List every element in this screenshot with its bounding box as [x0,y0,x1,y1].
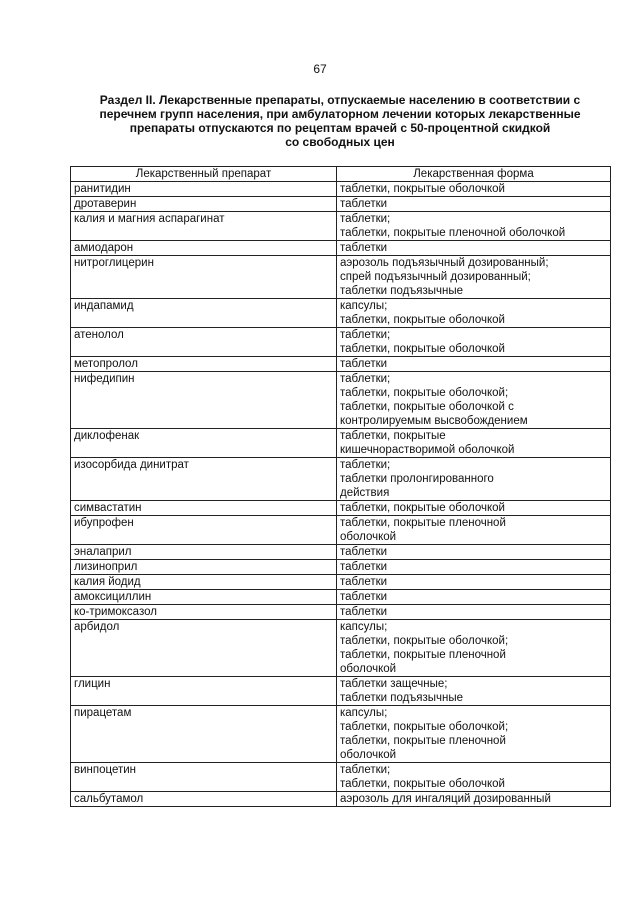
section-title [70,93,610,149]
dosage-form-cell [337,429,611,458]
table-body [71,182,611,807]
dosage-form-cell [337,372,611,429]
dosage-form-line: таблетки; [340,764,391,776]
column-header-drug: Лекарственный препарат [71,167,337,182]
drug-name-cell: индапамид [71,299,337,328]
table-row [71,299,611,328]
table-row [71,706,611,763]
dosage-form-cell [337,241,611,256]
dosage-form-line: кишечнорастворимой оболочкой [340,444,515,456]
dosage-form-line: таблетки, покрытые оболочкой [340,343,505,355]
dosage-form-line: таблетки [340,561,388,573]
table-header-row [71,167,611,182]
dosage-form-line: таблетки; [340,329,391,341]
dosage-form-cell [337,458,611,501]
dosage-form-cell [337,605,611,620]
dosage-form-cell [337,182,611,197]
dosage-form-line: таблетки, покрытые оболочкой с [340,401,514,413]
dosage-form-line: оболочкой [340,749,397,761]
dosage-form-line: таблетки, покрытые пленочной [340,649,506,661]
dosage-form-cell [337,620,611,677]
table-row [71,212,611,241]
table-row [71,197,611,212]
dosage-form-cell [337,677,611,706]
dosage-form-line: таблетки; [340,459,391,471]
dosage-form-cell [337,501,611,516]
drug-name-cell: калия йодид [71,575,337,590]
dosage-form-line: таблетки, покрытые пленочной [340,517,506,529]
drug-name-cell: лизиноприл [71,560,337,575]
drug-name-cell: изосорбида динитрат [71,458,337,501]
dosage-form-line: таблетки [340,606,388,618]
table-row [71,605,611,620]
dosage-form-line: капсулы; [340,707,388,719]
dosage-form-cell [337,516,611,545]
dosage-form-line: таблетки [340,198,388,210]
table-row [71,357,611,372]
dosage-form-line: таблетки, покрытые пленочной [340,735,506,747]
drug-name-cell: амоксициллин [71,590,337,605]
dosage-form-cell [337,590,611,605]
page-number: 67 [313,62,327,76]
table-row [71,575,611,590]
table-row [71,545,611,560]
drug-name-cell: пирацетам [71,706,337,763]
dosage-form-line: таблетки, покрытые оболочкой; [340,387,509,399]
dosage-form-cell [337,299,611,328]
drug-name-cell: калия и магния аспарагинат [71,212,337,241]
drug-name-cell: винпоцетин [71,763,337,792]
drug-name-cell: эналаприл [71,545,337,560]
dosage-form-cell [337,545,611,560]
drug-name-cell: атенолол [71,328,337,357]
drug-table [70,166,611,807]
drug-name-cell: симвастатин [71,501,337,516]
table-row [71,429,611,458]
table-row [71,516,611,545]
dosage-form-line: спрей подъязычный дозированный; [340,271,531,283]
dosage-form-cell [337,560,611,575]
table-row [71,458,611,501]
dosage-form-cell [337,357,611,372]
dosage-form-line: таблетки, покрытые оболочкой; [340,635,509,647]
dosage-form-cell [337,575,611,590]
dosage-form-line: таблетки пролонгированного [340,473,494,485]
dosage-form-line: таблетки подъязычные [340,285,464,297]
table-row [71,182,611,197]
dosage-form-cell [337,706,611,763]
dosage-form-line: капсулы; [340,621,388,633]
dosage-form-line: таблетки [340,591,388,603]
table-row [71,620,611,677]
column-header-form: Лекарственная форма [337,167,611,182]
dosage-form-cell [337,763,611,792]
dosage-form-line: таблетки; [340,373,391,385]
dosage-form-line: таблетки [340,576,388,588]
drug-name-cell: ранитидин [71,182,337,197]
dosage-form-line: таблетки подъязычные [340,692,464,704]
table-row [71,501,611,516]
dosage-form-line: таблетки, покрытые оболочкой [340,314,505,326]
table-row [71,763,611,792]
dosage-form-cell [337,212,611,241]
dosage-form-line: таблетки [340,358,388,370]
drug-name-cell: арбидол [71,620,337,677]
table-row [71,560,611,575]
dosage-form-line: таблетки, покрытые [340,430,446,442]
drug-name-cell: нифедипин [71,372,337,429]
dosage-form-line: оболочкой [340,663,397,675]
table-row [71,677,611,706]
drug-name-cell: диклофенак [71,429,337,458]
dosage-form-cell [337,328,611,357]
dosage-form-line: аэрозоль для ингаляций дозированный [340,793,551,805]
dosage-form-line: таблетки, покрытые оболочкой; [340,721,509,733]
drug-name-cell: амиодарон [71,241,337,256]
drug-name-cell: нитроглицерин [71,256,337,299]
drug-name-cell: метопролол [71,357,337,372]
dosage-form-cell [337,792,611,807]
table-row [71,328,611,357]
table-row [71,372,611,429]
dosage-form-cell [337,256,611,299]
dosage-form-line: таблетки, покрытые оболочкой [340,183,505,195]
dosage-form-line: действия [340,487,390,499]
dosage-form-line: таблетки, покрытые пленочной оболочкой [340,227,566,239]
dosage-form-cell [337,197,611,212]
drug-name-cell: ко-тримоксазол [71,605,337,620]
table-row [71,590,611,605]
drug-name-cell: ибупрофен [71,516,337,545]
section-title-line: со свободных цен [285,135,395,149]
table-row [71,241,611,256]
dosage-form-line: таблетки [340,546,388,558]
drug-name-cell: дротаверин [71,197,337,212]
section-title-line: препараты отпускаются по рецептам врачей с 50-процентной скидкой [129,121,551,135]
dosage-form-line: таблетки защечные; [340,678,448,690]
drug-name-cell: сальбутамол [71,792,337,807]
dosage-form-line: оболочкой [340,531,397,543]
dosage-form-line: капсулы; [340,300,388,312]
table-row [71,256,611,299]
dosage-form-line: таблетки, покрытые оболочкой [340,502,505,514]
section-title-line: Раздел II. Лекарственные препараты, отпускаемые населению в соответствии с [99,93,581,107]
dosage-form-line: таблетки, покрытые оболочкой [340,778,505,790]
section-title-line: перечнем групп населения, при амбулаторном лечении которых лекарственные [99,107,581,121]
dosage-form-line: аэрозоль подъязычный дозированный; [340,257,549,269]
dosage-form-line: таблетки [340,242,388,254]
drug-name-cell: глицин [71,677,337,706]
table-row [71,792,611,807]
dosage-form-line: таблетки; [340,213,391,225]
dosage-form-line: контролируемым высвобождением [340,415,528,427]
